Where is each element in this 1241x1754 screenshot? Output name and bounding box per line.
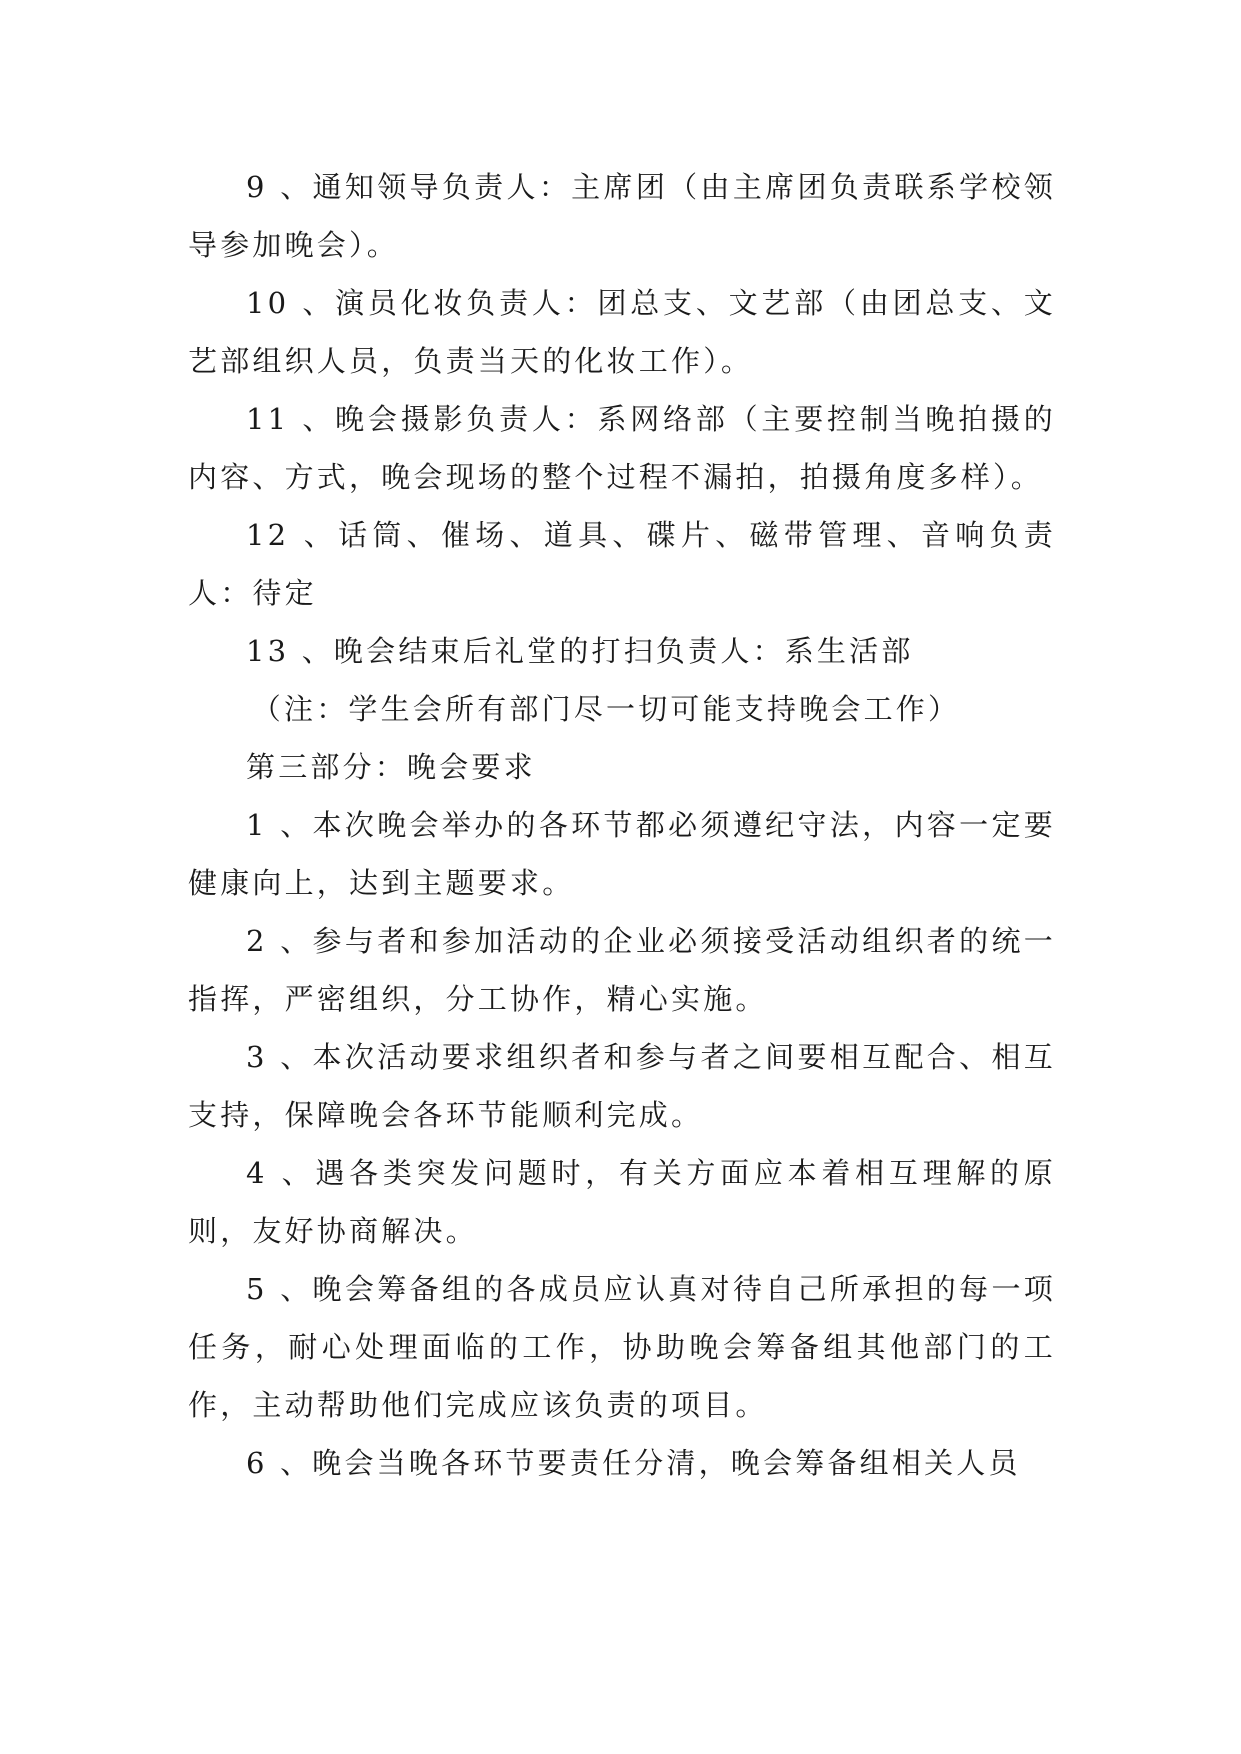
- document-page: [188, 158, 1056, 1492]
- paragraph-item-11: 11 、晚会摄影负责人：系网络部（主要控制当晚拍摄的内容、方式，晚会现场的整个过程不漏拍，拍摄角度多样）。: [188, 402, 1056, 494]
- requirement-item-5: 5 、晚会筹备组的各成员应认真对待自己所承担的每一项任务，耐心处理面临的工作，协助晚会筹备组其他部门的工作，主动帮助他们完成应该负责的项目。: [188, 1272, 1056, 1422]
- section-heading: 第三部分：晚会要求: [246, 750, 536, 784]
- paragraph-item-12: 12 、话筒、催场、道具、碟片、磁带管理、音响负责人：待定: [188, 518, 1056, 610]
- requirement-item-6: 6 、晚会当晚各环节要责任分清，晚会筹备组相关人员: [246, 1446, 1021, 1480]
- requirement-item-3: 3 、本次活动要求组织者和参与者之间要相互配合、相互支持，保障晚会各环节能顺利完成。: [188, 1040, 1056, 1132]
- paragraph-item-10: 10 、演员化妆负责人：团总支、文艺部（由团总支、文艺部组织人员，负责当天的化妆工作）。: [188, 286, 1056, 378]
- requirement-item-2: 2 、参与者和参加活动的企业必须接受活动组织者的统一指挥，严密组织，分工协作，精心实施。: [188, 924, 1056, 1016]
- paragraph-item-13: 13 、晚会结束后礼堂的打扫负责人：系生活部: [246, 634, 914, 668]
- requirement-item-4: 4 、遇各类突发问题时，有关方面应本着相互理解的原则，友好协商解决。: [188, 1156, 1056, 1248]
- note-paragraph: （注：学生会所有部门尽一切可能支持晚会工作）: [251, 692, 961, 726]
- paragraph-item-9: 9 、通知领导负责人：主席团（由主席团负责联系学校领导参加晚会）。: [188, 170, 1056, 262]
- requirement-item-1: 1 、本次晚会举办的各环节都必须遵纪守法，内容一定要健康向上，达到主题要求。: [188, 808, 1056, 900]
